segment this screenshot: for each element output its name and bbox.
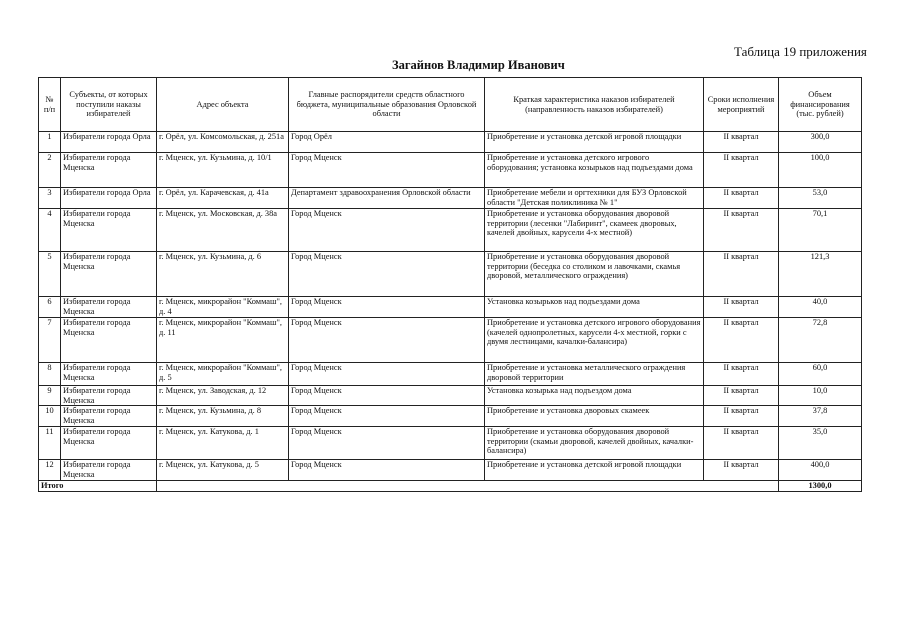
cell-manager: Город Мценск bbox=[289, 318, 485, 363]
table-row bbox=[39, 209, 862, 252]
cell-number: 12 bbox=[39, 460, 61, 481]
cell-number: 10 bbox=[39, 406, 61, 427]
cell-address: г. Орёл, ул. Карачевская, д. 41а bbox=[157, 188, 289, 209]
table-row bbox=[39, 297, 862, 318]
cell-subject: Избиратели города Орла bbox=[61, 132, 157, 153]
cell-number: 11 bbox=[39, 427, 61, 460]
cell-description: Приобретение и установка детской игровой площадки bbox=[485, 132, 704, 153]
table-body bbox=[39, 132, 862, 481]
total-row bbox=[39, 481, 862, 492]
col-header-address: Адрес объекта bbox=[157, 78, 289, 132]
table-row bbox=[39, 132, 862, 153]
cell-address: г. Мценск, ул. Кузьмина, д. 8 bbox=[157, 406, 289, 427]
cell-amount: 53,0 bbox=[779, 188, 862, 209]
cell-subject: Избиратели города Мценска bbox=[61, 363, 157, 386]
cell-description: Приобретение и установка оборудования дворовой территории (скамьи дворовой, качелей двойных, качалки-балансира) bbox=[485, 427, 704, 460]
cell-manager: Город Мценск bbox=[289, 363, 485, 386]
cell-subject: Избиратели города Мценска bbox=[61, 460, 157, 481]
table-caption: Таблица 19 приложения bbox=[734, 44, 867, 59]
col-header-description: Краткая характеристика наказов избирателей (направленность наказов избирателей) bbox=[485, 78, 704, 132]
cell-amount: 70,1 bbox=[779, 209, 862, 252]
cell-number: 2 bbox=[39, 153, 61, 188]
cell-amount: 10,0 bbox=[779, 386, 862, 406]
cell-address: г. Мценск, микрорайон "Коммаш", д. 4 bbox=[157, 297, 289, 318]
cell-description: Установка козырьков над подъездами дома bbox=[485, 297, 704, 318]
cell-number: 8 bbox=[39, 363, 61, 386]
cell-manager: Город Мценск bbox=[289, 427, 485, 460]
cell-address: г. Мценск, ул. Катукова, д. 1 bbox=[157, 427, 289, 460]
cell-manager: Город Мценск bbox=[289, 252, 485, 297]
col-header-amount: Объем финансирования (тыс. рублей) bbox=[779, 78, 862, 132]
cell-term: II квартал bbox=[704, 188, 779, 209]
cell-number: 5 bbox=[39, 252, 61, 297]
cell-term: II квартал bbox=[704, 386, 779, 406]
cell-manager: Город Мценск bbox=[289, 460, 485, 481]
cell-amount: 400,0 bbox=[779, 460, 862, 481]
cell-term: II квартал bbox=[704, 363, 779, 386]
cell-manager: Департамент здравоохранения Орловской области bbox=[289, 188, 485, 209]
cell-amount: 100,0 bbox=[779, 153, 862, 188]
cell-amount: 40,0 bbox=[779, 297, 862, 318]
cell-description: Приобретение и установка оборудования дворовой территории (лесенки "Лабиринт", скамеек дворовых, качелей двойных, карусели 4-х местной) bbox=[485, 209, 704, 252]
cell-description: Приобретение и установка оборудования дворовой территории (беседка со столиком и лавочками, скамья дворовой, металлического ограждения) bbox=[485, 252, 704, 297]
total-amount: 1300,0 bbox=[779, 481, 862, 492]
cell-address: г. Мценск, микрорайон "Коммаш", д. 11 bbox=[157, 318, 289, 363]
cell-amount: 300,0 bbox=[779, 132, 862, 153]
cell-subject: Избиратели города Мценска bbox=[61, 427, 157, 460]
cell-manager: Город Мценск bbox=[289, 386, 485, 406]
cell-amount: 121,3 bbox=[779, 252, 862, 297]
cell-manager: Город Орёл bbox=[289, 132, 485, 153]
cell-term: II квартал bbox=[704, 153, 779, 188]
cell-description: Приобретение и установка детского игрового оборудования; установка козырьков над подъездами дома bbox=[485, 153, 704, 188]
cell-subject: Избиратели города Мценска bbox=[61, 153, 157, 188]
cell-number: 6 bbox=[39, 297, 61, 318]
cell-term: II квартал bbox=[704, 406, 779, 427]
cell-description: Приобретение и установка детского игрового оборудования (качелей однопролетных, карусели 4-х местной, горки с двумя лестницами, качалки-балансира) bbox=[485, 318, 704, 363]
cell-subject: Избиратели города Мценска bbox=[61, 318, 157, 363]
cell-subject: Избиратели города Мценска bbox=[61, 386, 157, 406]
cell-amount: 60,0 bbox=[779, 363, 862, 386]
cell-subject: Избиратели города Мценска bbox=[61, 406, 157, 427]
cell-subject: Избиратели города Орла bbox=[61, 188, 157, 209]
cell-address: г. Мценск, ул. Московская, д. 38а bbox=[157, 209, 289, 252]
cell-subject: Избиратели города Мценска bbox=[61, 252, 157, 297]
cell-description: Приобретение и установка детской игровой площадки bbox=[485, 460, 704, 481]
cell-address: г. Мценск, ул. Кузьмина, д. 6 bbox=[157, 252, 289, 297]
cell-subject: Избиратели города Мценска bbox=[61, 297, 157, 318]
table-row bbox=[39, 386, 862, 406]
cell-term: II квартал bbox=[704, 297, 779, 318]
cell-number: 1 bbox=[39, 132, 61, 153]
table-row bbox=[39, 460, 862, 481]
cell-address: г. Мценск, ул. Кузьмина, д. 10/1 bbox=[157, 153, 289, 188]
cell-manager: Город Мценск bbox=[289, 153, 485, 188]
col-header-manager: Главные распорядители средств областного бюджета, муниципальные образования Орловской области bbox=[289, 78, 485, 132]
cell-term: II квартал bbox=[704, 318, 779, 363]
table-row bbox=[39, 427, 862, 460]
cell-address: г. Орёл, ул. Комсомольская, д. 251а bbox=[157, 132, 289, 153]
cell-address: г. Мценск, микрорайон "Коммаш", д. 5 bbox=[157, 363, 289, 386]
col-header-term: Сроки исполнения мероприятий bbox=[704, 78, 779, 132]
col-header-subject: Субъекты, от которых поступили наказы избирателей bbox=[61, 78, 157, 132]
col-header-number: № п/п bbox=[39, 78, 61, 132]
cell-number: 7 bbox=[39, 318, 61, 363]
cell-number: 3 bbox=[39, 188, 61, 209]
table-row bbox=[39, 188, 862, 209]
cell-description: Приобретение мебели и оргтехники для БУЗ Орловской области "Детская поликлиника № 1" bbox=[485, 188, 704, 209]
table-header bbox=[39, 78, 862, 132]
cell-number: 9 bbox=[39, 386, 61, 406]
cell-manager: Город Мценск bbox=[289, 297, 485, 318]
cell-manager: Город Мценск bbox=[289, 209, 485, 252]
cell-subject: Избиратели города Мценска bbox=[61, 209, 157, 252]
cell-amount: 35,0 bbox=[779, 427, 862, 460]
cell-term: II квартал bbox=[704, 209, 779, 252]
orders-table bbox=[38, 77, 862, 492]
total-label: Итого bbox=[39, 481, 157, 492]
cell-address: г. Мценск, ул. Заводская, д. 12 bbox=[157, 386, 289, 406]
cell-term: II квартал bbox=[704, 132, 779, 153]
cell-number: 4 bbox=[39, 209, 61, 252]
cell-manager: Город Мценск bbox=[289, 406, 485, 427]
cell-amount: 72,8 bbox=[779, 318, 862, 363]
deputy-name-title: Загайнов Владимир Иванович bbox=[392, 58, 565, 72]
table-row bbox=[39, 252, 862, 297]
table-row bbox=[39, 406, 862, 427]
cell-amount: 37,8 bbox=[779, 406, 862, 427]
cell-description: Установка козырька над подъездом дома bbox=[485, 386, 704, 406]
cell-term: II квартал bbox=[704, 460, 779, 481]
table-row bbox=[39, 363, 862, 386]
cell-description: Приобретение и установка металлического ограждения дворовой территории bbox=[485, 363, 704, 386]
total-spacer bbox=[157, 481, 779, 492]
cell-description: Приобретение и установка дворовых скамеек bbox=[485, 406, 704, 427]
cell-term: II квартал bbox=[704, 252, 779, 297]
table-row bbox=[39, 318, 862, 363]
cell-term: II квартал bbox=[704, 427, 779, 460]
cell-address: г. Мценск, ул. Катукова, д. 5 bbox=[157, 460, 289, 481]
table-row bbox=[39, 153, 862, 188]
